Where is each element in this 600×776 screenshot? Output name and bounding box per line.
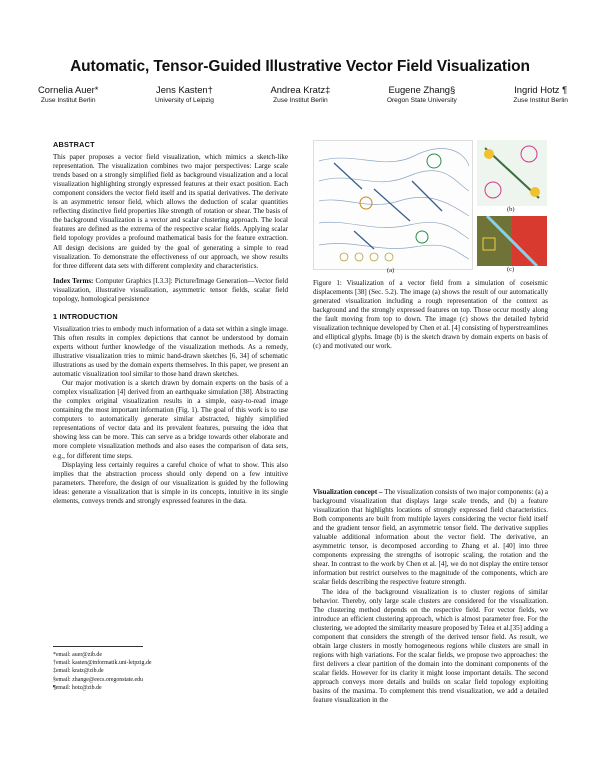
- concept-section: [313, 488, 548, 705]
- footnote: §email: zhange@eecs.oregonstate.edu: [53, 676, 143, 683]
- arrow-glyph: [374, 189, 410, 221]
- concept-run-in: Visualization concept –: [313, 488, 383, 496]
- footnote: *email: auer@zib.de: [53, 652, 102, 658]
- index-terms: [53, 277, 288, 304]
- author-affiliation: Oregon State University: [386, 97, 457, 104]
- figure-panel-a: [313, 140, 473, 270]
- author-affiliation: Zuse Institut Berlin: [40, 97, 96, 104]
- intro-paragraph: Displaying less certainly requires a careful choice of what to show. This also implies that the abstraction process should only depend on a few intuitive parameters. Therefore, the design of our visualization is guided by the following ideas: generate a visualization that is simple in its concepts, intuitive in its single elements, conveys trends and strongly expressed features in the data.: [53, 460, 288, 505]
- sketch-star-icon: [484, 149, 494, 159]
- streamline: [319, 149, 469, 166]
- author-name: Jens Kasten†: [156, 84, 213, 95]
- rotation-feature-icon: [427, 154, 441, 168]
- smiley-glyph-icon: [340, 253, 348, 261]
- streamline: [319, 171, 469, 191]
- smiley-glyph-icon: [385, 253, 393, 261]
- rotation-feature-icon: [416, 231, 428, 243]
- sketch-illustration: [477, 140, 547, 206]
- author: [38, 84, 98, 104]
- sketch-circle-icon: [521, 146, 537, 162]
- panel-label-c: (c): [507, 266, 515, 273]
- author-name: Cornelia Auer*: [38, 84, 99, 95]
- figure-caption-text: Figure 1: Visualization of a vector field from a simulation of coseismic displacements [38] (Sec. 5.2). The image (a) shows the result of our automatically generated visualization including a rough representation of the context as background and the strongly expressed features on top. Those occur mostly along the fault moving from top to down. The image (c) shows the detailed hybrid visualization technique developed by Chen et al. [4] consisting of hyperstreamlines and elliptical glyphs. Image (b) is the sketch drawn by domain experts on basis of (c) and motivated our work.: [313, 279, 548, 351]
- figure-panel-b: [477, 140, 547, 206]
- figure-panel-c: [477, 216, 547, 266]
- smiley-glyph-icon: [355, 253, 363, 261]
- figure-caption: [313, 279, 548, 351]
- author: [270, 84, 330, 104]
- saddle-feature-icon: [360, 197, 372, 209]
- arrow-glyph: [354, 231, 374, 249]
- footnote: ¶email: hotz@zib.de: [53, 684, 102, 691]
- author-affiliation: Zuse Institut Berlin: [273, 97, 328, 104]
- figure-1: [313, 140, 548, 274]
- footnotes: [53, 646, 288, 692]
- concept-text: The visualization consists of two major components: (a) a background visualization that displays large scale trends, and (b) a feature visualization that highlights locations of strongly expressed field characteristics. Both components are built from multiple layers considering the vector field itself and the gradient tensor field, an asymmetric tensor field. The derivative supplies valuable additional information about the vector field. The derivative, an asymmetric tensor, is decomposed according to Zhang et al. [40] into three components expressing the strengths of isotropic scaling, the rotation and the shear. In contrast to the work by Chen et al. [4], we do not display the entire tensor information but restrict ourselves to the magnitude of the components, which are scalar fields describing the respective feature strength.: [313, 488, 548, 587]
- abstract-heading: ABSTRACT: [53, 140, 95, 149]
- arrow-glyph: [412, 181, 442, 211]
- sketch-star-icon: [530, 187, 540, 197]
- hybrid-visualization: [477, 216, 547, 266]
- intro-paragraph: Visualization tries to embody much information of a data set within a single image. This often results in complex depictions that cannot be understood by domain experts without further knowledge of the visualization methods. As a remedy, illustrative visualization tries to mimic hand-drawn sketches [6, 34] of schematic illustrations as used by the domain experts themselves. In this paper, we present an automatic visualization tool similar to those hand drawn sketches.: [53, 324, 288, 379]
- author: [155, 84, 214, 104]
- author-list: [38, 84, 568, 104]
- author-affiliation: University of Leipzig: [154, 97, 214, 104]
- panel-label-b: (b): [507, 206, 515, 213]
- introduction-heading: 1 INTRODUCTION: [53, 311, 118, 321]
- index-terms-text: Computer Graphics [I.3.3]: Picture/Image Generation—Vector field visualization, illustrative visualization, asymmetric tensor fields, scalar field topology, homological persistence: [53, 276, 288, 303]
- arrow-glyph: [334, 163, 362, 189]
- abstract-text: This paper proposes a vector field visualization, which mimics a sketch-like representation. The visualization combines two major perspectives: Large scale trends based on a strongly simplified field as background visualization and a local visualization highlighting strongly expressed features at their exact position. Each component considers the vector field itself and its spatial derivatives. The derivate is an asymmetric tensor field, which allows the deduction of scalar quantities reflecting distinctive field properties like strength of rotation or shear. The basis of the background visualization is a vector and scalar clustering approach. The local features are defined as the extrema of the respective scalar fields. Applying scalar field topology provides a profound mathematical basis for the feature extraction. All design decisions are guided by the goal of generating a simple to read visualization. To demonstrate the effectiveness of our approach, we show results for three different data sets with different complexity and characteristics.: [53, 153, 288, 270]
- vector-field-visualization: [314, 141, 472, 269]
- panel-label-a: (a): [387, 267, 395, 274]
- paper-title: Automatic, Tensor-Guided Illustrative Vector Field Visualization: [70, 58, 530, 75]
- author-name: Ingrid Hotz ¶: [514, 84, 568, 95]
- intro-paragraph: Our major motivation is a sketch drawn by domain experts on the basis of a complex visualization [4] derived from an earthquake simulation [38]. Abstracting the complex original visualization results in a simple, easy-to-read image containing the most important information (Fig. 1). The goal of this work is to use computers to automatically generate similar abstracted, highly simplified representations of vector data and its prevalent features, pursuing the idea that showing less can be more. This can serve as a bridge towards other elaborate and more complete visualization methods and also eases the comparison of data sets, e.g., for different time steps.: [53, 379, 288, 460]
- author-name: Eugene Zhang§: [388, 84, 456, 95]
- author: [387, 84, 457, 104]
- streamline: [319, 222, 469, 239]
- index-terms-label: Index Terms:: [53, 276, 94, 285]
- author: [513, 84, 568, 104]
- concept-paragraph: [313, 488, 548, 588]
- footnote-rule: [53, 646, 143, 647]
- author-name: Andrea Kratz‡: [270, 84, 331, 95]
- smiley-glyph-icon: [370, 253, 378, 261]
- author-affiliation: Zuse Institut Berlin: [513, 97, 568, 104]
- footnote: ‡email: kratz@zib.de: [53, 668, 104, 675]
- left-column: [53, 140, 288, 506]
- streamline: [319, 243, 469, 259]
- sketch-circle-icon: [485, 182, 501, 198]
- concept-paragraph: The idea of the background visualization is to cluster regions of similar behavior. Thereby, only large scale clusters are considered for the visualization. The clustering method depends on the respective field. For vector fields, we introduce an efficient clustering approach, which is almost parameter free. For the clustering, we adopted the similarity measure proposed by Telea et al.[35] adding a component that considers the strength of the derived tensor field. As result, we obtain large clusters in mostly homogeneous regions while clusters are small in regions with high variations. For the scalar fields, we propose two approaches: the first delivers a clear partition of the domain into the dominant components of the scalar fields. However for its clarity it might loose important details. The second approach conveys more details and builds on scalar field topology exploiting basins of the maxima. To complement this trend visualization, we add a detailed feature visualization in the: [313, 587, 548, 705]
- footnote: †email: kasten@informatik.uni-leipzig.de: [53, 660, 152, 667]
